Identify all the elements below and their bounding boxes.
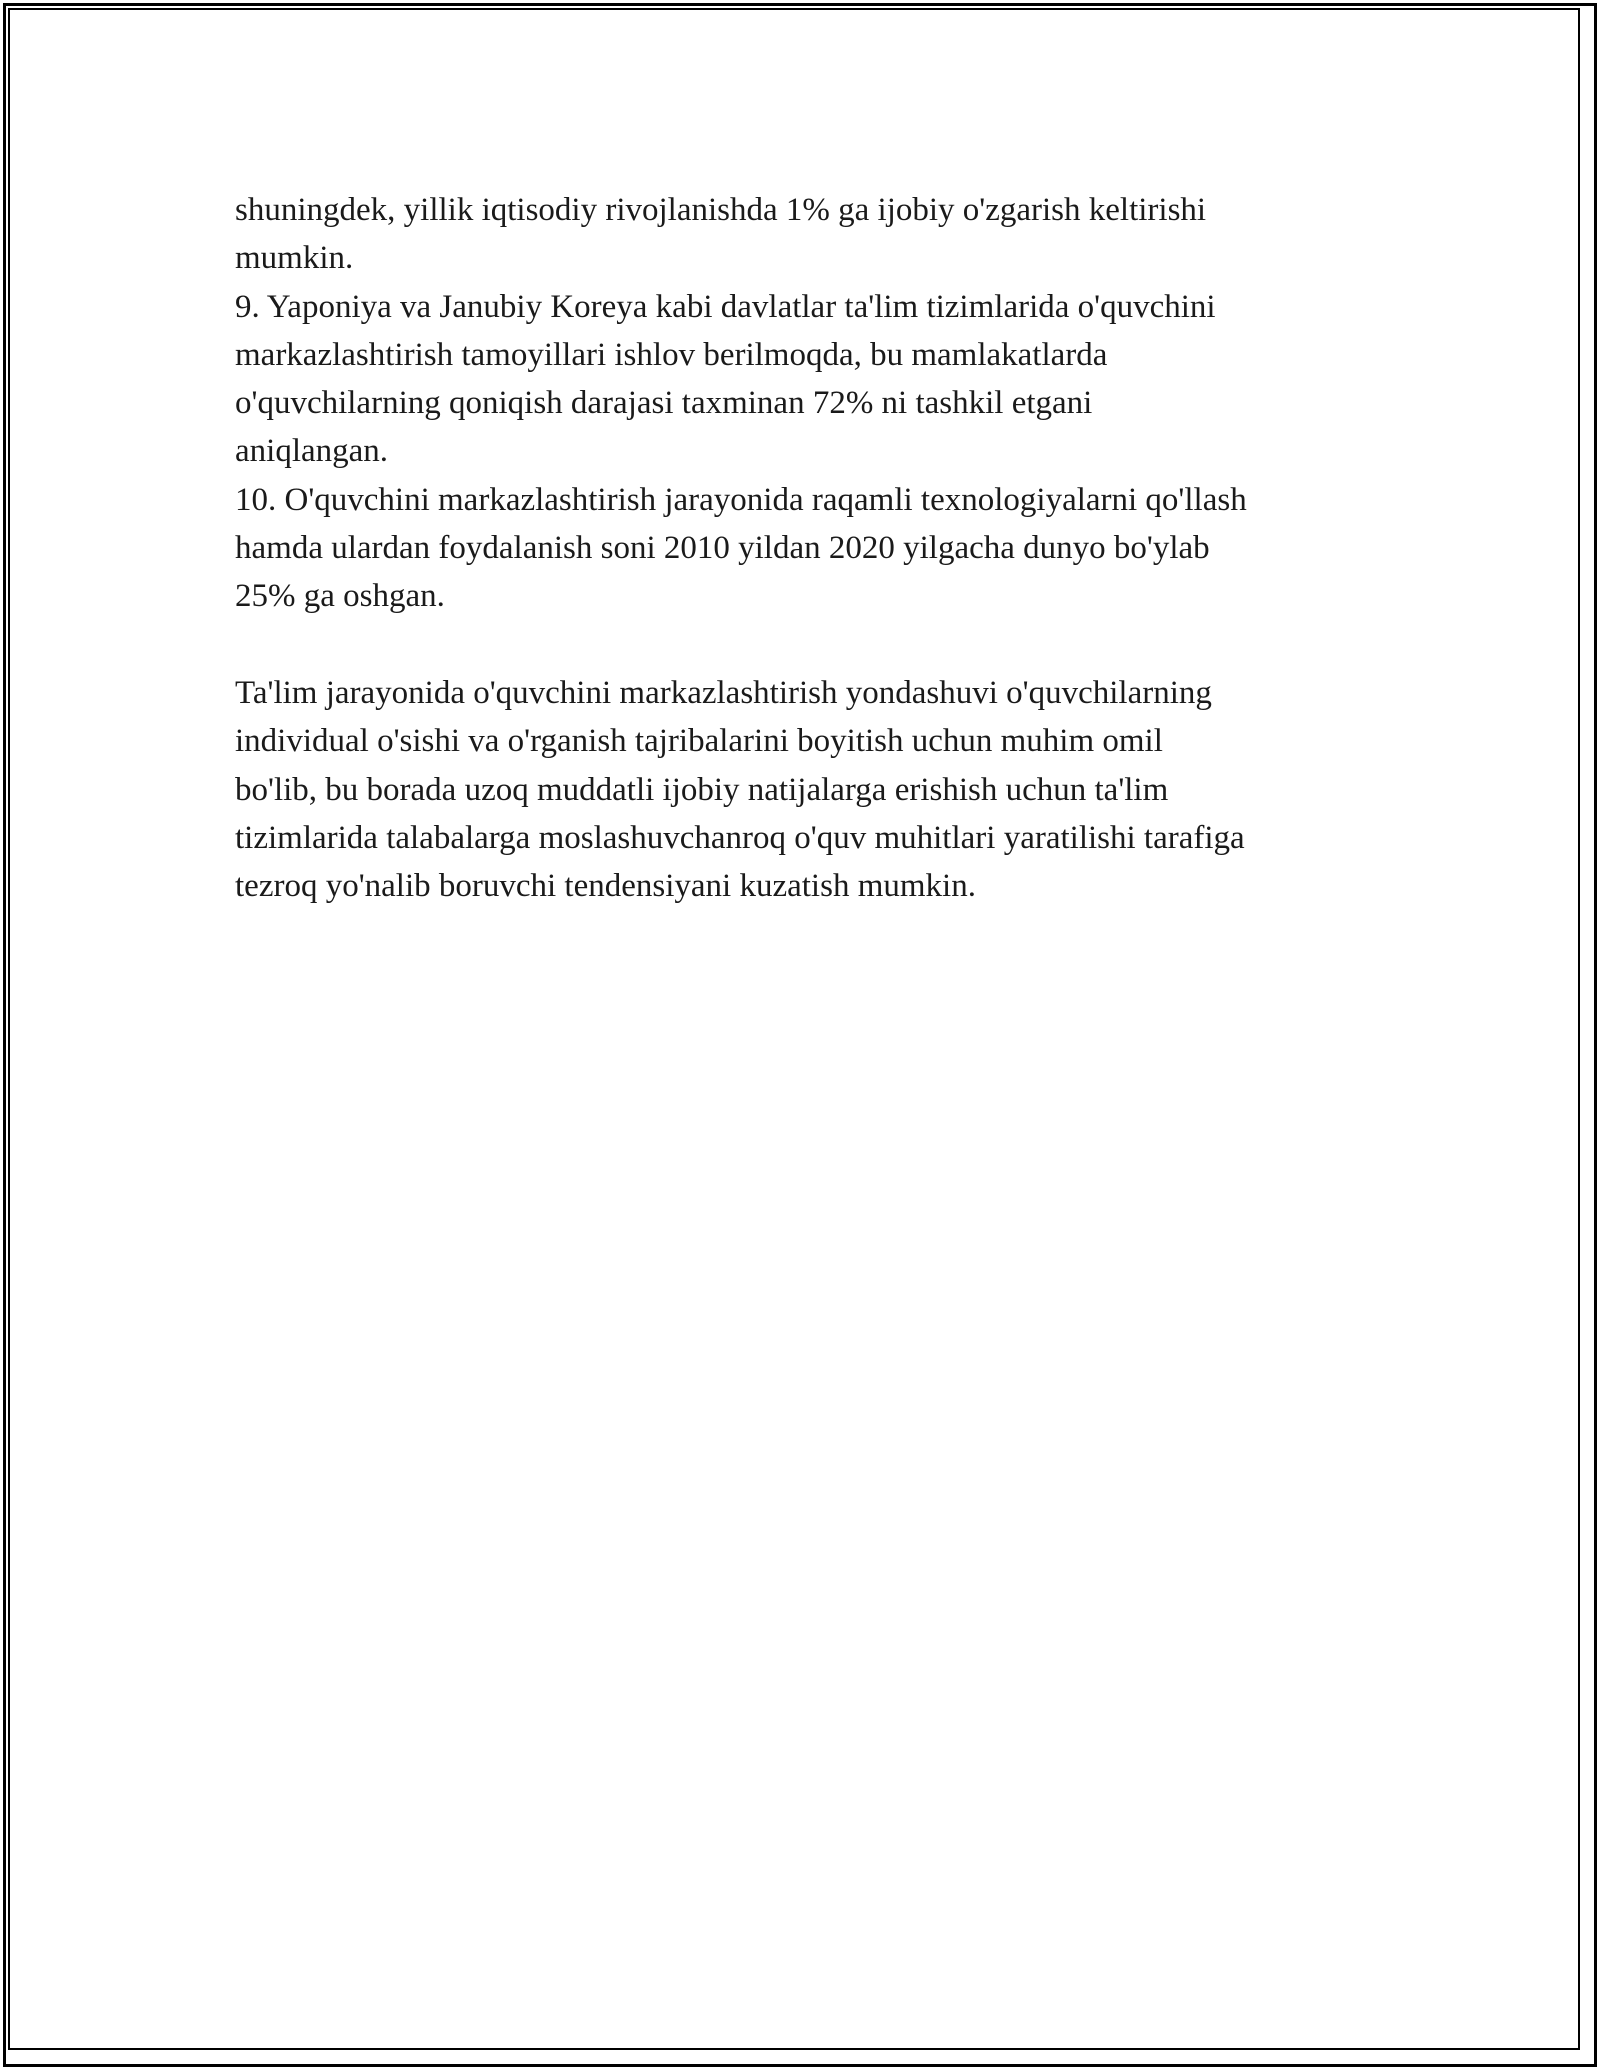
paragraph-spacer: [235, 621, 1375, 669]
paragraph-continuation: shuningdek, yillik iqtisodiy rivojlanishda 1% ga ijobiy o'zgarish keltirishi mumkin.: [235, 192, 1207, 277]
paragraph-conclusion: Ta'lim jarayonida o'quvchini markazlashtirish yondashuvi o'quvchilarning individual o'sishi va o'rganish tajribalarini boyitish uchun muhim omil bo'lib, bu borada uzoq muddatli ijobiy natijalarga erishish uchun ta'lim tizimlarida talabalarga moslashuvchanroq o'quv muhitlari yaratilishi tarafiga tezroq yo'nalib boruvchi tendensiyani kuzatish mumkin.: [235, 674, 1245, 905]
list-item-10: 10. O'quvchini markazlashtirish jarayonida raqamli texnologiyalarni qo'llash hamda ulardan foydalanish soni 2010 yildan 2020 yilgacha dunyo bo'ylab 25% ga oshgan.: [235, 481, 1247, 615]
list-item-9: 9. Yaponiya va Janubiy Koreya kabi davlatlar ta'lim tizimlarida o'quvchini markazlashtirish tamoyillari ishlov berilmoqda, bu mamlakatlarda o'quvchilarning qoniqish darajasi taxminan 72% ni tashkil etgani aniqlangan.: [235, 288, 1216, 470]
document-body: [235, 186, 1375, 910]
